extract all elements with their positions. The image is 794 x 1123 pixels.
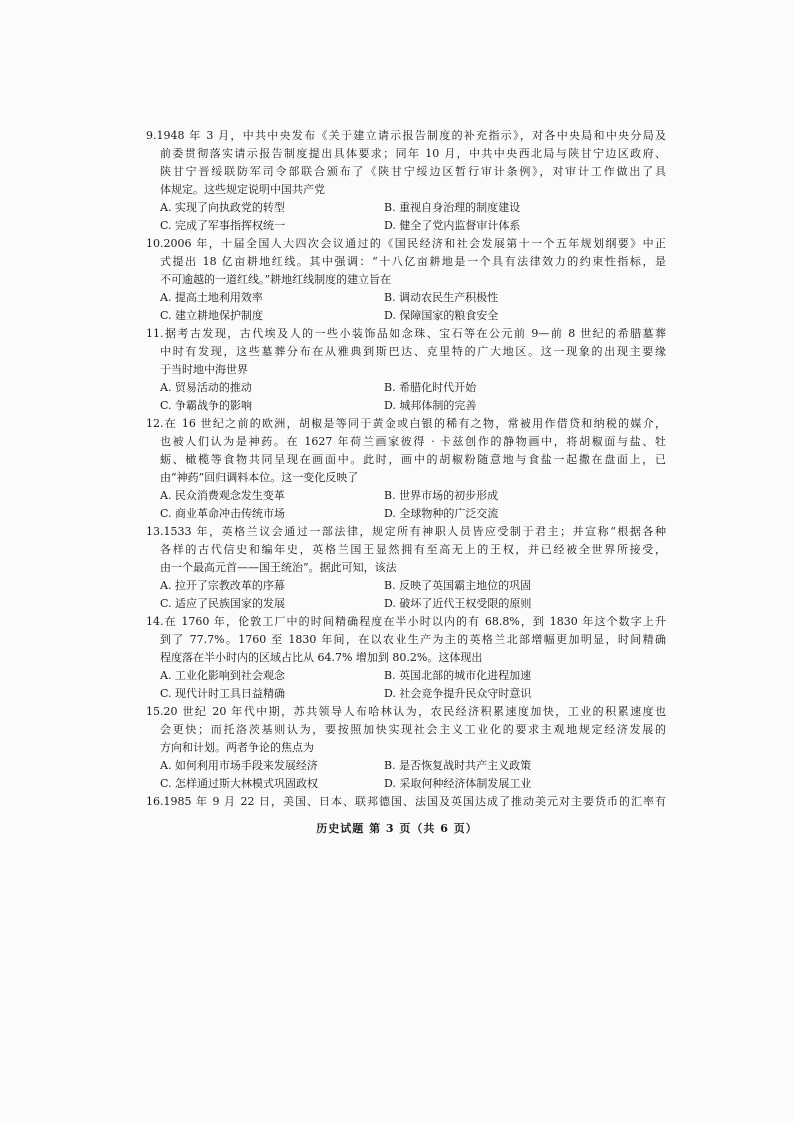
option-c[interactable]: C. 现代计时工具日益精确 xyxy=(160,687,286,700)
question-number: 15. xyxy=(146,705,164,718)
stem-line: 在 1760 年，伦敦工厂中的时间精确程度在半小时以内的有 68.8%，到 1830 年这个数字上升 xyxy=(163,615,666,628)
question-stem xyxy=(146,613,666,667)
question-11 xyxy=(146,325,666,415)
stem-line: 陕甘宁晋绥联防军司令部联合颁布了《陕甘宁绥边区暂行审计条例》，对审计工作做出了具 xyxy=(160,165,666,178)
question-stem xyxy=(146,127,666,199)
option-d[interactable]: D. 保障国家的粮食安全 xyxy=(384,309,499,322)
option-c[interactable]: C. 适应了民族国家的发展 xyxy=(160,597,286,610)
stem-line: 不可逾越的一道红线。”耕地红线制度的建立旨在 xyxy=(160,273,392,286)
question-number: 14. xyxy=(146,615,164,628)
option-b[interactable]: B. 反映了英国霸主地位的巩固 xyxy=(384,579,532,592)
option-list xyxy=(146,757,666,793)
stem-line: 蛎、橄榄等食物共同呈现在画面中。此时，画中的胡椒粉随意地与食盐一起撒在盘面上，已 xyxy=(160,453,666,466)
option-d[interactable]: D. 采取何种经济体制发展工业 xyxy=(384,777,532,790)
option-a[interactable]: A. 贸易活动的推动 xyxy=(160,381,252,394)
stem-line: 1948 年 3 月，中共中央发布《关于建立请示报告制度的补充指示》，对各中央局和中央分局及 xyxy=(156,129,666,142)
option-list xyxy=(146,199,666,235)
question-stem xyxy=(146,325,666,379)
stem-line: 1533 年，英格兰议会通过一部法律，规定所有神职人员皆应受制于君主；并宣称“根据各种 xyxy=(163,525,666,538)
option-list xyxy=(146,487,666,523)
stem-line: 程度落在半小时内的区域占比从 64.7% 增加到 80.2%。这体现出 xyxy=(160,651,483,664)
stem-line: 20 世纪 20 年代中期，苏共领导人布哈林认为，农民经济积累速度加快，工业的积累速度也 xyxy=(163,705,666,718)
question-14 xyxy=(146,613,666,703)
question-stem xyxy=(146,235,666,289)
question-number: 16. xyxy=(146,795,164,808)
option-b[interactable]: B. 是否恢复战时共产主义政策 xyxy=(384,759,532,772)
option-list xyxy=(146,667,666,703)
stem-line: 体规定。这些规定说明中国共产党 xyxy=(160,183,325,196)
option-d[interactable]: D. 破坏了近代王权受限的原则 xyxy=(384,597,532,610)
option-list xyxy=(146,289,666,325)
option-d[interactable]: D. 社会竞争提升民众守时意识 xyxy=(384,687,532,700)
stem-line: 各样的古代信史和编年史，英格兰国王显然拥有至高无上的王权，并已经被全世界所接受， xyxy=(160,543,666,556)
option-list xyxy=(146,577,666,613)
stem-line: 到了 77.7%。1760 至 1830 年间，在以农业生产为主的英格兰北部增幅更加明显，时间精确 xyxy=(160,633,666,646)
stem-line: 中时有发现，这些墓葬分布在从雅典到斯巴达、克里特的广大地区。这一现象的出现主要缘 xyxy=(160,345,666,358)
option-b[interactable]: B. 重视自身治理的制度建设 xyxy=(384,201,521,214)
stem-line: 1985 年 9 月 22 日，美国、日本、联邦德国、法国及英国达成了推动美元对主要货币的汇率有 xyxy=(163,795,666,808)
question-15 xyxy=(146,703,666,793)
question-13 xyxy=(146,523,666,613)
question-16 xyxy=(146,793,666,811)
stem-line: 由一个最高元首——国王统治”。据此可知，该法 xyxy=(160,561,397,574)
question-stem xyxy=(146,793,666,811)
option-c[interactable]: C. 怎样通过斯大林模式巩固政权 xyxy=(160,777,319,790)
stem-line: 会更快；而托洛茨基则认为，要按照加快实现社会主义工业化的要求主观地规定经济发展的 xyxy=(160,723,666,736)
question-number: 12. xyxy=(146,417,164,430)
option-b[interactable]: B. 世界市场的初步形成 xyxy=(384,489,499,502)
option-c[interactable]: C. 商业革命冲击传统市场 xyxy=(160,507,286,520)
question-stem xyxy=(146,523,666,577)
question-10 xyxy=(146,235,666,325)
question-number: 10. xyxy=(146,237,164,250)
stem-line: 前委贯彻落实请示报告制度提出具体要求；同年 10 月，中共中央西北局与陕甘宁边区政府、 xyxy=(160,147,666,160)
stem-line: 在 16 世纪之前的欧洲，胡椒是等同于黄金或白银的稀有之物，常被用作借贷和纳税的媒介， xyxy=(163,417,666,430)
question-number: 13. xyxy=(146,525,164,538)
option-a[interactable]: A. 提高土地利用效率 xyxy=(160,291,263,304)
option-b[interactable]: B. 调动农民生产积极性 xyxy=(384,291,499,304)
option-a[interactable]: A. 民众消费观念发生变革 xyxy=(160,489,285,502)
stem-line: 方向和计划。两者争论的焦点为 xyxy=(160,741,314,754)
page-footer: 历史试题 第 3 页（共 6 页） xyxy=(316,822,478,835)
option-c[interactable]: C. 争霸战争的影响 xyxy=(160,399,253,412)
option-list xyxy=(146,379,666,415)
question-number: 11. xyxy=(146,327,164,340)
question-9 xyxy=(146,127,666,235)
stem-line: 据考古发现，古代埃及人的一些小装饰品如念珠、宝石等在公元前 9—前 8 世纪的希腊墓葬 xyxy=(163,327,666,340)
option-b[interactable]: B. 英国北部的城市化进程加速 xyxy=(384,669,532,682)
question-number: 9. xyxy=(146,129,157,142)
option-d[interactable]: D. 全球物种的广泛交流 xyxy=(384,507,499,520)
option-a[interactable]: A. 工业化影响到社会观念 xyxy=(160,669,285,682)
option-a[interactable]: A. 如何利用市场手段来发展经济 xyxy=(160,759,318,772)
question-list xyxy=(146,127,666,811)
stem-line: 2006 年，十届全国人大四次会议通过的《国民经济和社会发展第十一个五年规划纲要》中正 xyxy=(163,237,666,250)
option-a[interactable]: A. 实现了向执政党的转型 xyxy=(160,201,285,214)
stem-line: 式提出 18 亿亩耕地红线。其中强调：“十八亿亩耕地是一个具有法律效力的约束性指标，是 xyxy=(160,255,666,268)
option-c[interactable]: C. 完成了军事指挥权统一 xyxy=(160,219,286,232)
stem-line: 于当时地中海世界 xyxy=(160,363,248,376)
option-c[interactable]: C. 建立耕地保护制度 xyxy=(160,309,264,322)
option-d[interactable]: D. 城邦体制的完善 xyxy=(384,399,477,412)
stem-line: 由“神药”回归调料本位。这一变化反映了 xyxy=(160,471,359,484)
option-a[interactable]: A. 拉开了宗教改革的序幕 xyxy=(160,579,285,592)
option-b[interactable]: B. 希腊化时代开始 xyxy=(384,381,477,394)
stem-line: 也被人们认为是神药。在 1627 年荷兰画家彼得 · 卡兹创作的静物画中，将胡椒面与盐、牡 xyxy=(160,435,666,448)
question-12 xyxy=(146,415,666,523)
option-d[interactable]: D. 健全了党内监督审计体系 xyxy=(384,219,521,232)
question-stem xyxy=(146,703,666,757)
question-stem xyxy=(146,415,666,487)
